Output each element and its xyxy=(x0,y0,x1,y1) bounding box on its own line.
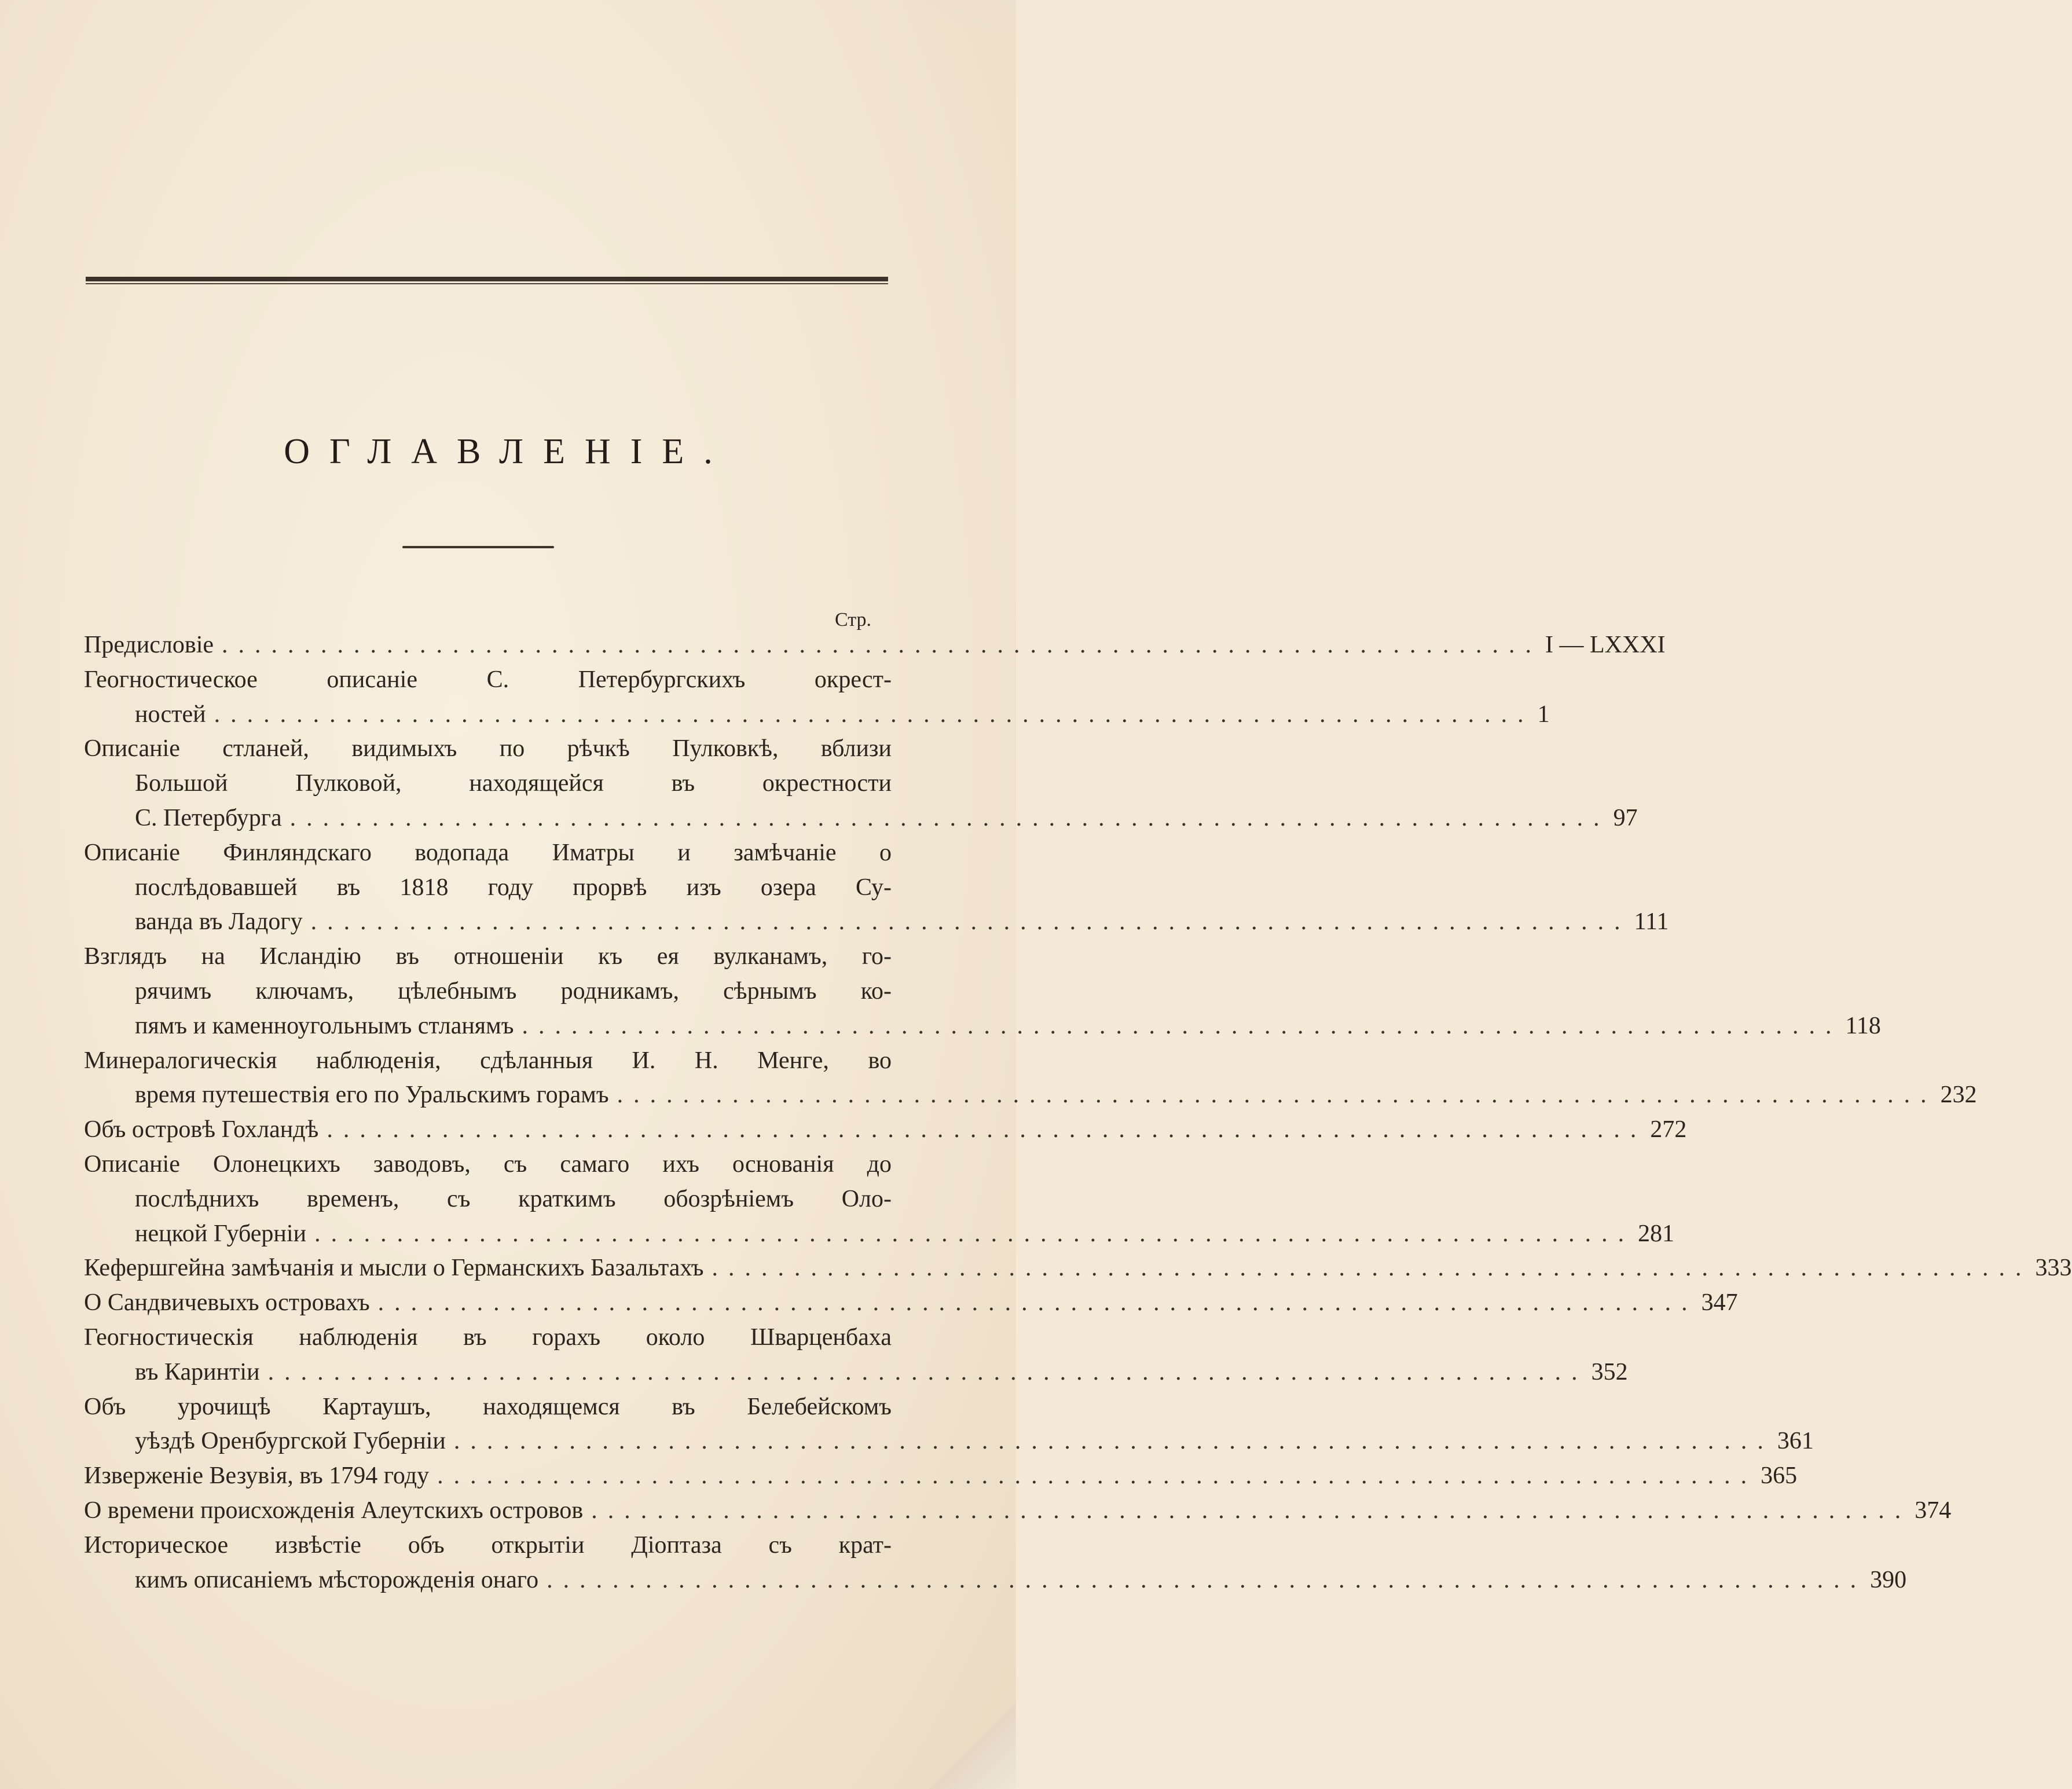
toc-entry-text: въ Каринтіи xyxy=(135,1358,260,1385)
toc-entry-text: Кефершгейна замѣчанія и мысли о Германскихъ Базальтахъ xyxy=(84,1255,704,1282)
toc-entry-line xyxy=(84,1355,1628,1390)
toc-entry xyxy=(84,1286,1738,1321)
toc-entry-line xyxy=(84,1078,1977,1113)
toc-page-number: 118 xyxy=(1845,1012,1881,1039)
toc-entry-text: ванда въ Ладогу xyxy=(135,908,303,936)
dot-leader: ................................................................................ xyxy=(314,1220,1635,1247)
toc-page-number: 390 xyxy=(1870,1566,1907,1593)
toc-page-number: 365 xyxy=(1761,1462,1798,1490)
toc-entry xyxy=(84,940,1881,1043)
toc-page-number: 97 xyxy=(1613,804,1638,831)
dot-leader: ................................................................................ xyxy=(377,1289,1698,1317)
header-double-rule xyxy=(86,277,888,285)
toc-entry xyxy=(84,1113,1687,1148)
dot-leader: ................................................................................ xyxy=(522,1012,1842,1039)
toc-page-number: I — LXXXI xyxy=(1545,632,1666,658)
toc-entry-line xyxy=(84,1563,1907,1598)
toc-page-number: 352 xyxy=(1591,1358,1628,1385)
dot-leader: ................................................................................ xyxy=(267,1358,1588,1385)
toc-entry-line: Историческое извѣстіе объ открытіи Діоптаза съ крат- xyxy=(84,1531,892,1559)
dot-leader: ................................................................................ xyxy=(289,804,1610,831)
header-rule-thin xyxy=(86,283,888,284)
toc-entry-text: ностей xyxy=(135,701,206,728)
page-column-header: Стр. xyxy=(835,609,872,630)
dot-leader: ................................................................................ xyxy=(591,1497,1912,1524)
toc-entry-text: уѣздѣ Оренбургской Губерніи xyxy=(135,1428,446,1455)
toc-entry-line: Взглядъ на Исландію въ отношеніи къ ея вулканамъ, го- xyxy=(84,943,892,970)
toc-page-number: 281 xyxy=(1638,1220,1675,1247)
toc-entry-text: С. Петербурга xyxy=(135,804,282,831)
toc-entry-line: послѣдовавшей въ 1818 году прорвѣ изъ озера Су- xyxy=(135,874,892,901)
toc-entry-text: кимъ описаніемъ мѣсторожденія онаго xyxy=(135,1566,539,1593)
toc-entry-line: рячимъ ключамъ, цѣлебнымъ родникамъ, сѣрнымъ ко- xyxy=(135,977,892,1005)
toc-entry xyxy=(84,1044,1977,1113)
toc-entry-line xyxy=(84,1286,1738,1321)
title-underline-rule xyxy=(402,546,554,548)
toc-entry-text: О времени происхожденія Алеутскихъ островов xyxy=(84,1497,584,1524)
toc-entry-line xyxy=(84,1113,1687,1148)
toc-page-number: 272 xyxy=(1650,1116,1687,1143)
toc-entry xyxy=(84,1494,1952,1528)
dot-leader: ................................................................................ xyxy=(547,1566,1867,1593)
toc-entry-line: Геогностическое описаніе С. Петербургскихъ окрест- xyxy=(84,666,892,693)
toc-entry-line: послѣднихъ временъ, съ краткимъ обозрѣніемъ Оло- xyxy=(135,1185,892,1212)
toc-entry xyxy=(84,732,1638,835)
toc-entry-line xyxy=(84,698,1550,732)
toc-page-number: 232 xyxy=(1940,1082,1977,1109)
dot-leader: ................................................................................ xyxy=(310,908,1631,936)
toc-entry-line xyxy=(84,1009,1881,1044)
paper-edge-top xyxy=(912,0,1016,35)
dot-leader: ................................................................................ xyxy=(453,1428,1774,1455)
dot-leader: ................................................................................ xyxy=(214,701,1534,728)
toc-entry-text: Объ островѣ Гохландѣ xyxy=(84,1116,319,1143)
toc-entry-line: Геогностическія наблюденія въ горахъ около Шварценбаха xyxy=(84,1324,892,1351)
toc-entry xyxy=(84,836,1669,940)
toc-entry xyxy=(84,663,1550,732)
toc-entry xyxy=(84,1459,1798,1494)
toc-page-number: 1 xyxy=(1537,701,1550,728)
toc-entry-line xyxy=(84,801,1638,836)
toc-entry-line: Объ урочищѣ Картаушъ, находящемся въ Белебейскомъ xyxy=(84,1393,892,1420)
toc-entry-line xyxy=(84,1424,1814,1459)
toc-entry-line xyxy=(84,1217,1675,1252)
toc-entry-line: Большой Пулковой, находящейся въ окрестности xyxy=(135,770,892,797)
toc-entry xyxy=(84,1390,1814,1460)
header-rule-thick xyxy=(86,277,888,281)
paper-corner-bottom xyxy=(929,1656,1016,1789)
toc-entry xyxy=(84,1148,1675,1251)
dot-leader: ................................................................................ xyxy=(712,1255,2032,1282)
toc-entry-line xyxy=(84,1494,1952,1528)
toc-entry-line xyxy=(84,1251,2072,1286)
toc-entry-text: О Сандвичевыхъ островахъ xyxy=(84,1289,370,1317)
toc-page-number: 374 xyxy=(1915,1497,1952,1524)
dot-leader: ................................................................................ xyxy=(617,1082,1937,1109)
toc-entry-line xyxy=(84,905,1669,940)
toc-entry-text: Изверженіе Везувія, въ 1794 году xyxy=(84,1462,430,1490)
toc-entry xyxy=(84,628,1666,663)
toc-entry-line: Описаніе Олонецкихъ заводовъ, съ самаго ихъ основанія до xyxy=(84,1150,892,1178)
toc-entry-line: Минералогическія наблюденія, сдѣланныя И. Н. Менге, во xyxy=(84,1047,892,1074)
toc-entry xyxy=(84,1528,1907,1598)
toc-entry-line: Описаніе Финляндскаго водопада Иматры и замѣчаніе о xyxy=(84,839,892,866)
dot-leader: ................................................................................ xyxy=(222,632,1542,658)
toc-entry-line xyxy=(84,628,1666,663)
toc-page-number: 333 xyxy=(2035,1255,2072,1282)
toc-entry xyxy=(84,1251,2072,1286)
toc-entry-line xyxy=(84,1459,1798,1494)
page-title: ОГЛАВЛЕНІЕ. xyxy=(284,432,732,471)
toc-entry-line: Описаніе стланей, видимыхъ по рѣчкѣ Пулковкѣ, вблизи xyxy=(84,735,892,762)
toc-entry-text: пямъ и каменноугольнымъ стланямъ xyxy=(135,1012,514,1039)
toc-entry-text: нецкой Губерніи xyxy=(135,1220,307,1247)
toc-page-number: 347 xyxy=(1701,1289,1738,1317)
dot-leader: ................................................................................ xyxy=(327,1116,1647,1143)
toc-page-number: 111 xyxy=(1634,908,1669,936)
table-of-contents xyxy=(84,628,2072,1597)
toc-entry-text: Предисловіе xyxy=(84,632,214,658)
toc-entry-text: время путешествія его по Уральскимъ горамъ xyxy=(135,1082,609,1109)
toc-page-number: 361 xyxy=(1777,1428,1814,1455)
dot-leader: ................................................................................ xyxy=(437,1462,1758,1490)
toc-entry xyxy=(84,1321,1628,1390)
